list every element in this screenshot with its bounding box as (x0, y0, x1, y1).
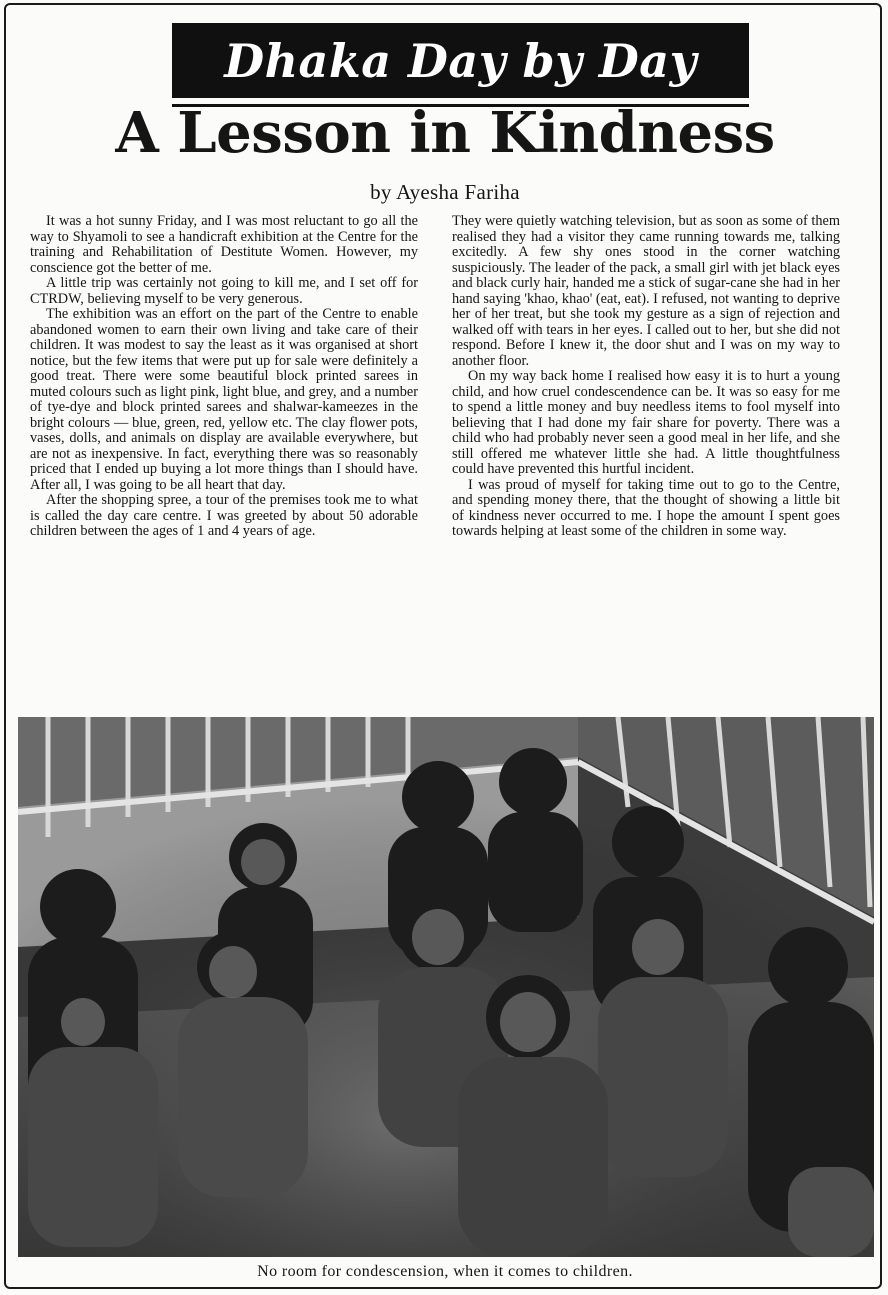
paragraph: The exhibition was an effort on the part of the Centre to enable abandoned women to earn their own living and take care of their children. It was modest to say the least as it was organised at short notice, but the few items that were put up for sale were definitely a good treat. There were some beautiful block printed sarees in muted colours such as light pink, light blue, and grey, and a number of tye-dye and block printed sarees and shalwar-kameezes in the bright colours — blue, green, red, yellow etc. The clay flower pots, vases, dolls, and animals on display are available everywhere, but are not as inexpensive. In fact, everything there was so reasonably priced that I ended up buying a lot more things than I should have. After all, I was going to be all heart that day. (30, 306, 418, 493)
paragraph: They were quietly watching television, but as soon as some of them realised they had a visitor they came running towards me, talking excitedly. A few shy ones stood in the corner watching suspiciously. The leader of the pack, a small girl with jet black eyes and black curly hair, handed me a stick of sugar-cane she had in her hand saying 'khao, khao' (eat, eat). I refused, not wanting to deprive her of her treat, but she took my gesture as a sign of rejection and walked off with tears in her eyes. I called out to her, but she did not respond. Before I knew it, the door shut and I was on my way to another floor. (452, 214, 840, 369)
article-column-right (452, 214, 840, 706)
paragraph: A little trip was certainly not going to kill me, and I set off for CTRDW, believing myself to be very generous. (30, 275, 418, 307)
paragraph: After the shopping spree, a tour of the premises took me to what is called the day care centre. I was greeted by about 50 adorable children between the ages of 1 and 4 years of age. (30, 492, 418, 539)
headline: A Lesson in Kindness (115, 100, 775, 166)
newspaper-clipping (4, 3, 882, 1289)
paragraph: On my way back home I realised how easy it is to hurt a young child, and how cruel condescendence can be. It was so easy for me to spend a little money and buy needless items to fool myself into believing that I had done my fair share for poverty. There was a child who had probably never seen a good meal in her life, and she still offered me whatever little she had. A little thoughtfulness could have prevented this hurtful incident. (452, 368, 840, 477)
children-photo (18, 717, 874, 1257)
section-kicker: Dhaka Day by Day (172, 23, 749, 98)
article-column-left (30, 214, 418, 706)
paragraph: I was proud of myself for taking time out to go to the Centre, and spending money there, that the thought of showing a little bit of kindness never occurred to me. I hope the amount I spent goes towards helping at least some of the children in some way. (452, 476, 840, 539)
paragraph: It was a hot sunny Friday, and I was most reluctant to go all the way to Shyamoli to see a handicraft exhibition at the Centre for the training and Rehabilitation of Destitute Women. However, my conscience got the better of me. (30, 214, 418, 276)
children-photo-illustration (18, 717, 874, 1257)
byline: by Ayesha Fariha (370, 180, 520, 204)
photo-caption: No room for condescension, when it comes to children. (257, 1263, 633, 1280)
